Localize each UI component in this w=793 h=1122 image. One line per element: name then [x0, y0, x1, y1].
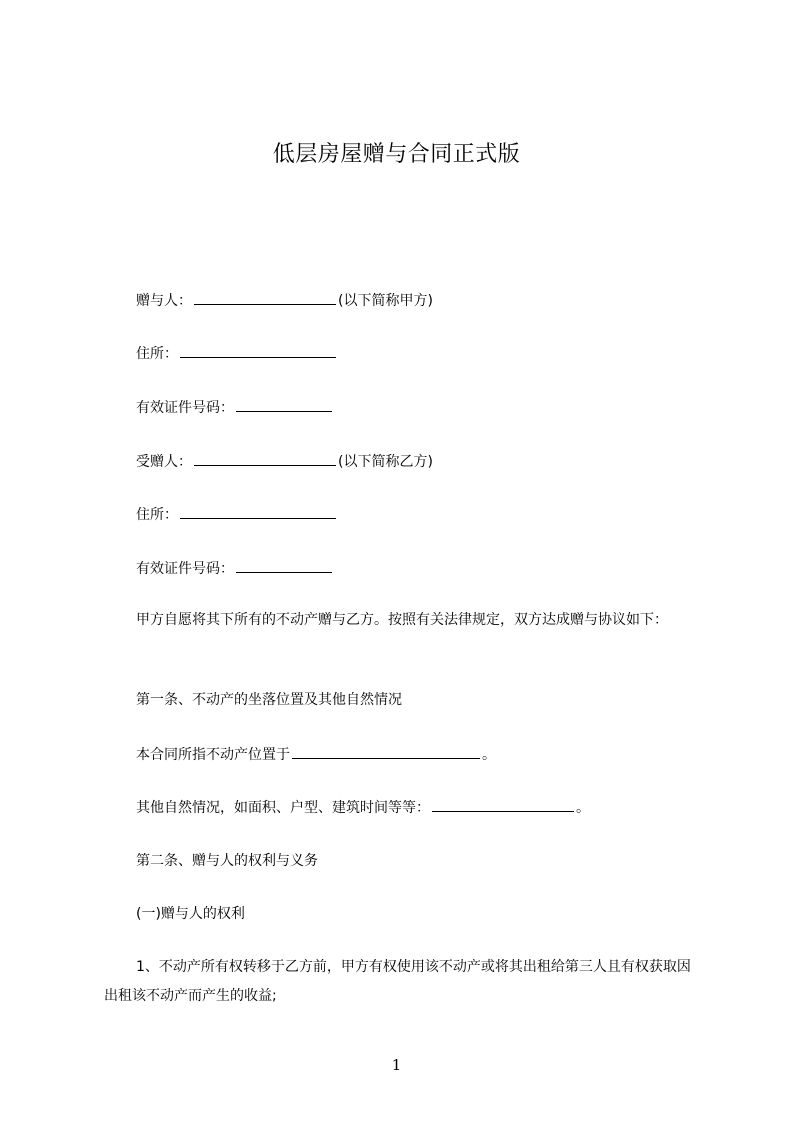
document-title: 低层房屋赠与合同正式版 — [272, 142, 521, 167]
donor-id-label: 有效证件号码： — [136, 400, 234, 416]
donee-address-line — [136, 504, 338, 525]
clause-1: 1、不动产所有权转移于乙方前，甲方有权使用该不动产或将其出租给第三人且有权获取因出租该不动产而产生的收益; — [104, 959, 691, 1004]
donee-label: 受赠人： — [136, 454, 192, 470]
intro-paragraph: 甲方自愿将其下所有的不动产赠与乙方。按照有关法律规定，双方达成赠与协议如下： — [136, 612, 668, 628]
donor-blank[interactable] — [194, 290, 336, 305]
donee-suffix: (以下简称乙方) — [338, 454, 433, 470]
donee-id-line — [136, 558, 334, 579]
donor-id-line — [136, 397, 334, 418]
donor-line — [136, 290, 433, 311]
other-info-line — [136, 797, 590, 818]
other-info-blank[interactable] — [432, 797, 574, 812]
location-label: 本合同所指不动产位置于 — [136, 747, 290, 763]
donor-address-blank[interactable] — [180, 343, 336, 358]
donor-address-label: 住所： — [136, 346, 178, 362]
donee-address-blank[interactable] — [180, 504, 336, 519]
donee-blank[interactable] — [194, 451, 336, 466]
donor-id-blank[interactable] — [236, 397, 332, 412]
other-info-label: 其他自然情况，如面积、户型、建筑时间等等： — [136, 800, 430, 816]
other-info-end: 。 — [576, 800, 590, 816]
donor-suffix: (以下简称甲方) — [338, 293, 433, 309]
donee-address-label: 住所： — [136, 507, 178, 523]
donor-label: 赠与人： — [136, 293, 192, 309]
donee-line — [136, 451, 433, 472]
section1-heading: (一)赠与人的权利 — [136, 906, 245, 922]
article2-heading: 第二条、赠与人的权利与义务 — [136, 853, 318, 869]
article1-heading: 第一条、不动产的坐落位置及其他自然情况 — [136, 692, 402, 708]
donee-id-blank[interactable] — [236, 558, 332, 573]
donor-address-line — [136, 343, 338, 364]
donee-id-label: 有效证件号码： — [136, 561, 234, 577]
page-number: 1 — [391, 1056, 402, 1074]
location-line — [136, 744, 496, 765]
location-end: 。 — [482, 747, 496, 763]
location-blank[interactable] — [292, 744, 480, 759]
